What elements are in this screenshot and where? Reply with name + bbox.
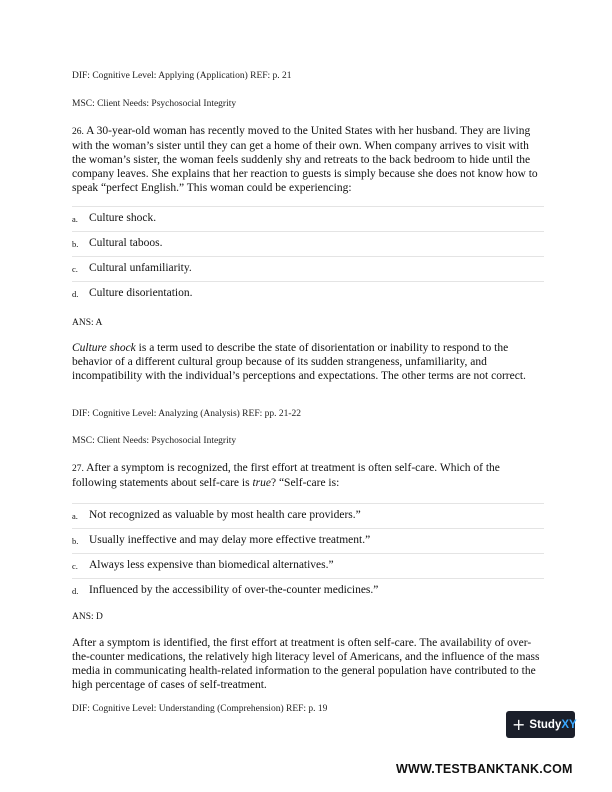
answer-26: ANS: A (72, 318, 103, 328)
question-emphasis: true (252, 477, 271, 489)
rationale-27: After a symptom is identified, the first effort at treatment is often self-care. The availability of over-the-counter medications, the relatively high literacy level of Americans, and the influence of the mass media in communicating health-related information to the general population have contributed to the high percentage of cases of self-treatment. (72, 637, 540, 691)
option-a[interactable]: a. Not recognized as valuable by most health care providers.” (72, 503, 544, 528)
option-a[interactable]: a. Culture shock. (72, 206, 544, 231)
question-number: 27. (72, 464, 84, 474)
dif-line-26: DIF: Cognitive Level: Analyzing (Analysis) REF: pp. 21-22 (72, 409, 302, 419)
option-b[interactable]: b. Usually ineffective and may delay more effective treatment.” (72, 528, 544, 553)
rationale-term: Culture shock (72, 342, 136, 354)
brand-name: StudyXY (529, 718, 577, 731)
option-c[interactable]: c. Always less expensive than biomedical alternatives.” (72, 553, 544, 578)
option-c[interactable]: c. Cultural unfamiliarity. (72, 256, 544, 281)
plus-icon: + (512, 714, 526, 734)
msc-line-26: MSC: Client Needs: Psychosocial Integrity (72, 436, 237, 446)
question-27-stem (72, 461, 544, 490)
question-26-options (72, 206, 544, 306)
question-27-options (72, 503, 544, 603)
option-d[interactable]: d. Culture disorientation. (72, 281, 544, 306)
question-text-end: ? “Self-care is: (270, 477, 340, 489)
footer-url[interactable]: WWW.TESTBANKTANK.COM (396, 762, 573, 776)
option-d[interactable]: d. Influenced by the accessibility of over-the-counter medicines.” (72, 578, 544, 603)
studyxy-badge[interactable] (506, 711, 575, 738)
dif-line: DIF: Cognitive Level: Applying (Application) REF: p. 21 (72, 71, 292, 81)
rationale-26 (72, 341, 544, 383)
question-number: 26. (72, 127, 84, 137)
rationale-text: is a term used to describe the state of disorientation or inability to respond to the behavior of a different cultural group because of its sudden strangeness, unfamiliarity, and incompatibility with the individual’s perceptions and expectations. The other terms are not correct. (72, 342, 526, 382)
question-text: After a symptom is recognized, the first effort at treatment is often self-care. Which of the following statements about self-care is (72, 462, 500, 489)
dif-line-27: DIF: Cognitive Level: Understanding (Comprehension) REF: p. 19 (72, 704, 328, 714)
answer-27: ANS: D (72, 612, 103, 622)
question-text: A 30-year-old woman has recently moved to the United States with her husband. They are living with the woman’s sister until they can get a home of their own. When company arrives to visit with the woman’s sister, the woman feels suddenly shy and retreats to the back bedroom to hide until the company leaves. She explains that her reaction to guests is simply because she does not know how to speak “perfect English.” This woman could be experiencing: (72, 125, 538, 194)
question-26-stem (72, 124, 544, 195)
msc-line: MSC: Client Needs: Psychosocial Integrity (72, 99, 237, 109)
option-b[interactable]: b. Cultural taboos. (72, 231, 544, 256)
